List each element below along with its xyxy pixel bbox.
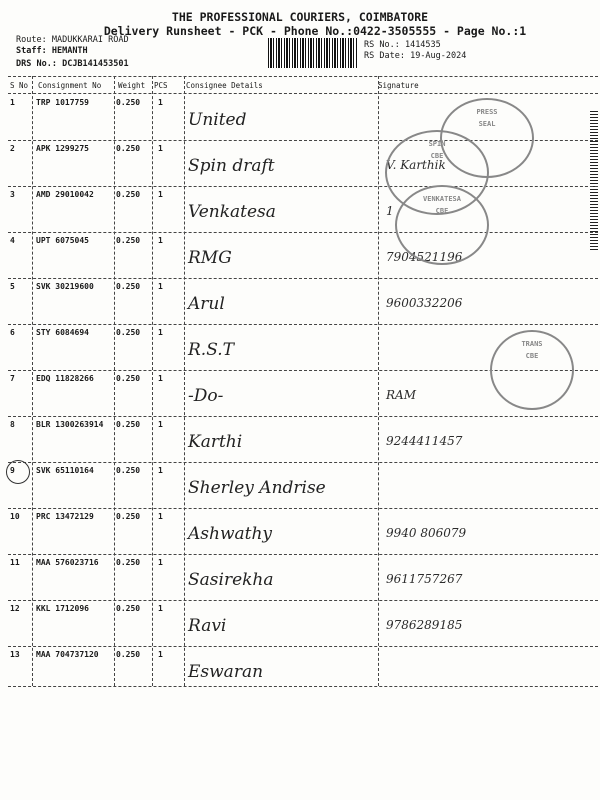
row-weight: 0.250	[116, 466, 141, 475]
row-pcs: 1	[158, 420, 163, 429]
row-weight: 0.250	[116, 650, 141, 659]
rs-date-label: RS Date:	[364, 51, 405, 61]
rs-date-line	[364, 51, 466, 61]
drs-label: DRS No.:	[16, 59, 57, 69]
rs-date-value: 19-Aug-2024	[410, 51, 467, 61]
row-consignee: Eswaran	[188, 662, 264, 682]
row-consignment: BLR 1300263914	[36, 420, 104, 429]
row-weight: 0.250	[116, 558, 141, 567]
row-weight: 0.250	[116, 98, 141, 107]
row-consignee: Ashwathy	[188, 524, 273, 544]
row-weight: 0.250	[116, 282, 141, 291]
stamp-2: SPIN CBE	[385, 130, 489, 215]
row-sno: 3	[10, 190, 15, 199]
row-consignee: United	[188, 110, 247, 130]
staff-value: HEMANTH	[51, 46, 88, 56]
row-pcs: 1	[158, 144, 163, 153]
row-sno: 5	[10, 282, 15, 291]
row-sno: 7	[10, 374, 15, 383]
row-weight: 0.250	[116, 144, 141, 153]
row-sno: 10	[10, 512, 20, 521]
table-row	[8, 232, 598, 279]
row-signature: RAM	[386, 388, 416, 402]
table-row	[8, 554, 598, 601]
row-9-circle-mark	[6, 460, 30, 484]
row-consignee: Sasirekha	[188, 570, 274, 590]
row-consignment: AMD 29010042	[36, 190, 94, 199]
stamp-3: VENKATESA CBE	[395, 185, 489, 265]
row-signature: V. Karthik	[386, 158, 446, 172]
row-consignee: Ravi	[188, 616, 227, 636]
row-weight: 0.250	[116, 512, 141, 521]
table-row	[8, 416, 598, 463]
table-row	[8, 646, 598, 687]
row-weight: 0.250	[116, 190, 141, 199]
table-row	[8, 508, 598, 555]
rs-no-label: RS No.:	[364, 40, 400, 50]
row-consignment: SVK 30219600	[36, 282, 94, 291]
row-pcs: 1	[158, 604, 163, 613]
row-consignee: -Do-	[188, 386, 224, 406]
row-pcs: 1	[158, 282, 163, 291]
rs-no-line	[364, 40, 441, 50]
row-signature: 1	[386, 204, 394, 218]
row-consignment: EDQ 11828266	[36, 374, 94, 383]
row-sno: 13	[10, 650, 20, 659]
col-signature: Signature	[378, 81, 419, 90]
stamp-4: TRANS CBE	[490, 330, 574, 410]
stamp-1: PRESS SEAL	[440, 98, 534, 178]
row-consignment: APK 1299275	[36, 144, 89, 153]
row-weight: 0.250	[116, 328, 141, 337]
row-signature: 9940 806079	[386, 526, 467, 540]
row-sno: 2	[10, 144, 15, 153]
column-divider	[152, 76, 153, 686]
row-consignee: R.S.T	[188, 340, 234, 360]
column-divider	[114, 76, 115, 686]
row-consignee: Arul	[188, 294, 225, 314]
row-sno: 8	[10, 420, 15, 429]
row-consignment: SVK 65110164	[36, 466, 94, 475]
table-row	[8, 600, 598, 647]
row-signature: 9786289185	[386, 618, 463, 632]
row-consignment: PRC 13472129	[36, 512, 94, 521]
row-pcs: 1	[158, 558, 163, 567]
row-weight: 0.250	[116, 604, 141, 613]
row-signature: 9600332206	[386, 296, 463, 310]
row-pcs: 1	[158, 650, 163, 659]
route-value: MADUKKARAI ROAD	[51, 35, 129, 45]
column-divider	[378, 76, 379, 686]
table-header-row	[8, 76, 598, 94]
row-pcs: 1	[158, 98, 163, 107]
row-sno: 4	[10, 236, 15, 245]
row-consignee: RMG	[188, 248, 232, 268]
row-pcs: 1	[158, 466, 163, 475]
col-weight: Weight	[118, 81, 146, 90]
runsheet-subtitle: Delivery Runsheet - PCK - Phone No.:0422-3505555 - Page No.:1	[103, 24, 527, 38]
route-label: Route:	[16, 35, 47, 45]
staff-line	[16, 46, 88, 56]
barcode	[268, 38, 358, 68]
row-consignment: UPT 6075045	[36, 236, 89, 245]
table-row	[8, 186, 598, 233]
route-line	[16, 35, 129, 45]
row-consignee: Karthi	[188, 432, 243, 452]
row-pcs: 1	[158, 190, 163, 199]
row-sno: 9	[10, 466, 15, 475]
table-row	[8, 278, 598, 325]
row-weight: 0.250	[116, 236, 141, 245]
col-pcs: PCS	[154, 81, 168, 90]
row-weight: 0.250	[116, 420, 141, 429]
row-sno: 6	[10, 328, 15, 337]
column-divider	[32, 76, 33, 686]
row-consignee: Sherley Andrise	[188, 478, 326, 498]
row-consignment: MAA 704737120	[36, 650, 99, 659]
company-title: THE PROFESSIONAL COURIERS, COIMBATORE	[171, 10, 429, 24]
row-signature: 9611757267	[386, 572, 463, 586]
row-consignee: Venkatesa	[188, 202, 276, 222]
row-sno: 1	[10, 98, 15, 107]
row-signature: 7904521196	[386, 250, 463, 264]
row-signature: 9244411457	[386, 434, 463, 448]
row-pcs: 1	[158, 236, 163, 245]
row-consignment: TRP 1017759	[36, 98, 89, 107]
row-sno: 11	[10, 558, 20, 567]
staff-label: Staff:	[16, 46, 47, 56]
col-consignment: Consignment No	[38, 81, 102, 90]
row-sno: 12	[10, 604, 20, 613]
row-weight: 0.250	[116, 374, 141, 383]
col-consignee: Consignee Details	[186, 81, 263, 90]
drs-value: DCJB141453501	[62, 59, 129, 69]
table-row	[8, 462, 598, 509]
row-consignment: STY 6084694	[36, 328, 89, 337]
column-divider	[184, 76, 185, 686]
row-pcs: 1	[158, 328, 163, 337]
rs-no-value: 1414535	[404, 40, 441, 50]
row-pcs: 1	[158, 512, 163, 521]
drs-line	[16, 59, 129, 69]
row-consignment: KKL 1712096	[36, 604, 89, 613]
row-consignment: MAA 576023716	[36, 558, 99, 567]
row-consignee: Spin draft	[188, 156, 275, 176]
col-sno: S No	[10, 81, 29, 90]
row-pcs: 1	[158, 374, 163, 383]
